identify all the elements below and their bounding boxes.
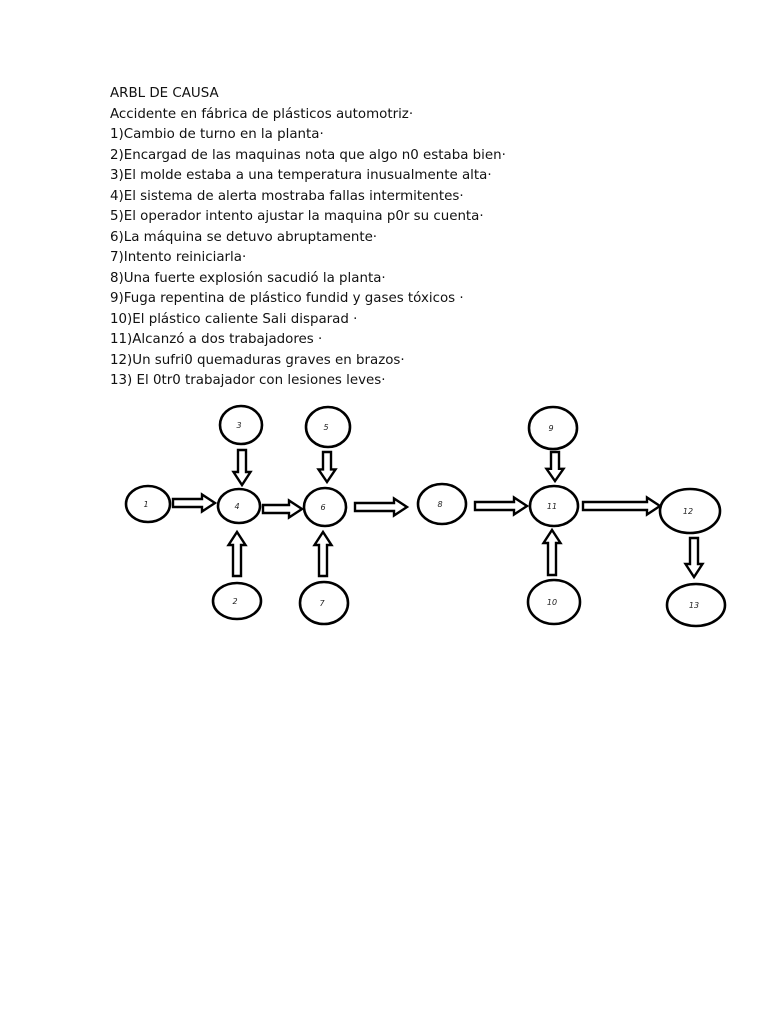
edge-arrow-2-to-4 (229, 532, 246, 576)
node-2 (213, 583, 261, 619)
edge-arrow-9-to-11 (547, 452, 564, 481)
node-3 (220, 406, 262, 444)
node-label: 6 (320, 503, 326, 512)
nodes-layer (126, 406, 725, 626)
document-subtitle: Accidente en fábrica de plásticos automotriz· (110, 106, 414, 122)
node-6 (304, 488, 346, 526)
cause-item-12: 12)Un sufri0 quemaduras graves en brazos· (110, 352, 405, 368)
node-label: 13 (688, 601, 700, 610)
cause-item-3: 3)El molde estaba a una temperatura inusualmente alta· (110, 168, 492, 183)
node-9 (529, 407, 577, 449)
edge-arrow-12-to-13 (686, 538, 703, 577)
node-8 (418, 484, 466, 524)
edge-arrow-3-to-4 (234, 450, 251, 485)
node-label: 3 (236, 421, 242, 430)
node-10 (528, 580, 580, 624)
cause-item-7: 7)Intento reiniciarla· (110, 250, 247, 265)
node-7 (300, 582, 348, 624)
edge-arrow-1-to-4 (173, 495, 215, 512)
cause-item-4: 4)El sistema de alerta mostraba fallas intermitentes· (110, 188, 464, 204)
node-label: 9 (548, 424, 554, 433)
node-label: 8 (437, 500, 443, 509)
node-11 (530, 486, 578, 526)
node-1 (126, 486, 170, 522)
node-12 (660, 489, 720, 533)
node-label: 10 (546, 598, 558, 607)
document-title: ARBL DE CAUSA (110, 86, 219, 101)
node-label: 11 (546, 502, 558, 511)
edge-arrow-10-to-11 (544, 530, 561, 575)
node-label: 1 (143, 500, 149, 509)
cause-item-1: 1)Cambio de turno en la planta· (110, 127, 324, 142)
node-label: 12 (682, 507, 694, 516)
edge-arrow-6-to-8 (355, 499, 407, 516)
edge-arrow-4-to-6 (263, 501, 302, 518)
node-5 (306, 407, 350, 447)
cause-item-10: 10)El plástico caliente Sali disparad · (110, 311, 358, 327)
edge-arrow-7-to-6 (315, 532, 332, 576)
node-label: 2 (232, 597, 238, 606)
edge-arrow-5-to-6 (319, 452, 336, 482)
edge-arrow-11-to-12 (583, 498, 660, 515)
cause-item-13: 13) El 0tr0 trabajador con lesiones leves· (110, 373, 386, 388)
node-label: 7 (319, 599, 325, 608)
node-label: 4 (234, 502, 240, 511)
node-13 (667, 584, 725, 626)
cause-item-2: 2)Encargad de las maquinas nota que algo n0 estaba bien· (110, 147, 506, 163)
cause-item-8: 8)Una fuerte explosión sacudió la planta· (110, 270, 386, 286)
node-4 (218, 489, 260, 523)
cause-item-6: 6)La máquina se detuvo abruptamente· (110, 229, 378, 245)
cause-item-11: 11)Alcanzó a dos trabajadores · (110, 332, 323, 347)
cause-item-5: 5)El operador intento ajustar la maquina p0r su cuenta· (110, 209, 484, 224)
cause-item-9: 9)Fuga repentina de plástico fundid y gases tóxicos · (110, 291, 464, 306)
node-label: 5 (323, 423, 329, 432)
edge-arrow-8-to-11 (475, 498, 527, 515)
